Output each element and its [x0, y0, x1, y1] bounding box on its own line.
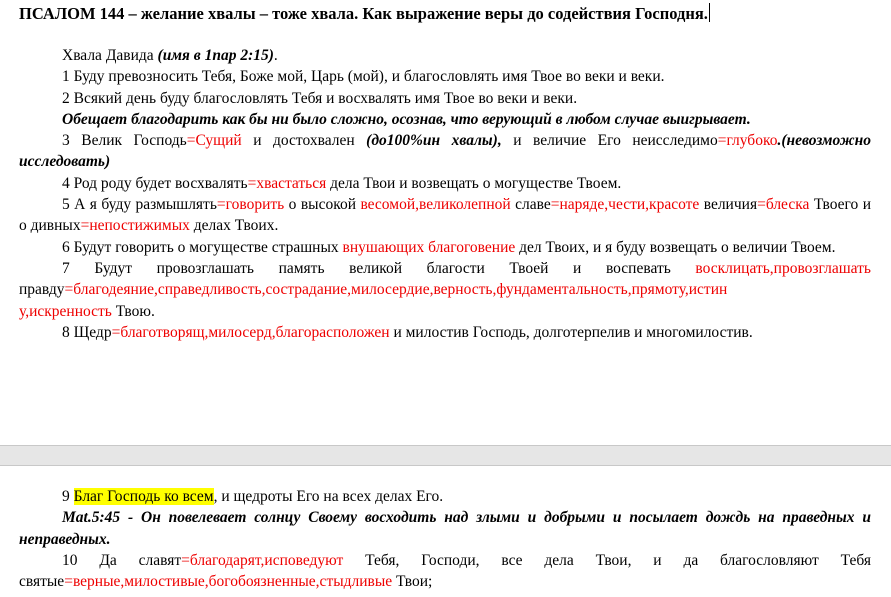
- annotation-red: весомой,великолепной: [360, 196, 511, 214]
- verse-4[interactable]: 4 Род роду будет восхвалять=хвастаться дела Твои и возвещать о могуществе Твоем.: [62, 174, 622, 192]
- annotation-red: =блеска: [757, 196, 810, 214]
- commentary-2[interactable]: Mat.5:45 - Он повелевает солнцу Своему восходить над злыми и добрыми и посылает дождь на праведных и неправедных.: [19, 509, 871, 548]
- text-cursor: [709, 3, 710, 22]
- verse-2[interactable]: 2 Всякий день буду благословлять Тебя и восхвалять имя Твое во веки и веки.: [62, 89, 578, 107]
- verse-1[interactable]: 1 Буду превозносить Тебя, Боже мой, Царь (мой), и благословлять имя Твое во веки и веки.: [62, 68, 665, 86]
- annotation-red: =говорить: [216, 196, 285, 214]
- annotation-bold: .(невозможно исследовать): [19, 132, 871, 171]
- annotation-red: внушающих благоговение: [342, 238, 516, 256]
- verse-8[interactable]: 8 Щедр=благотворящ,милосерд,благорасположен и милостив Господь, долготерпелив и многомилостив.: [62, 323, 753, 341]
- annotation-red: =Сущий: [186, 132, 242, 150]
- verse-7[interactable]: 7 Будут провозглашать память великой благости Твоей и воспевать восклицать,провозглашать правду=благодеяние,справедливость,сострадание,милосердие,верность,фундаментальность,прямоту,истин у,искренность Твою.: [19, 259, 871, 320]
- annotation-red: =благодеяние,справедливость,сострадание,милосердие,верность,фундаментальность,прямоту,истин: [64, 281, 728, 299]
- annotation-bold: (до100%ин хвалы),: [366, 132, 502, 150]
- intro-note: (имя в 1пар 2:15): [157, 47, 274, 64]
- verse-10[interactable]: 10 Да славят=благодарят,исповедуют Тебя, Господи, все дела Твои, и да благословляют Тебя святые=верные,милостивые,богобоязненные,стыдливые Твои;: [19, 551, 871, 591]
- annotation-red: =благотворящ,милосерд,благорасположен: [111, 323, 390, 341]
- annotation-red: =хвастаться: [247, 174, 327, 192]
- annotation-red: =наряде,чести,красоте: [550, 196, 700, 214]
- verse-9[interactable]: 9 Благ Господь ко всем, и щедроты Его на всех делах Его.: [62, 488, 444, 505]
- document-page-2[interactable]: [0, 465, 891, 597]
- verse-3[interactable]: 3 Велик Господь=Сущий и достохвален (до100%ин хвалы), и величие Его неисследимо=глубоко.(невозможно исследовать): [19, 132, 871, 171]
- commentary-1[interactable]: Обещает благодарить как бы ни было сложно, осознав, что верующий в любом случае выигрывает.: [62, 110, 751, 128]
- annotation-red: =верные,милостивые,богобоязненные,стыдливые: [64, 573, 393, 591]
- annotation-red: у,искренность: [19, 302, 112, 320]
- verse-6[interactable]: 6 Будут говорить о могуществе страшных внушающих благоговение дел Твоих, и я буду возвещать о величии Твоем.: [62, 238, 836, 256]
- verse-intro[interactable]: Хвала Давида (имя в 1пар 2:15).: [62, 47, 278, 64]
- verse-5[interactable]: 5 А я буду размышлять=говорить о высокой весомой,великолепной славе=наряде,чести,красоте величия=блеска Твоего и о дивных=непостижимых делах Твоих.: [19, 196, 871, 235]
- annotation-red: =непостижимых: [80, 217, 190, 235]
- title-text: ПСАЛОМ 144 – желание хвалы – тоже хвала. Как выражение веры до содействия Господня.: [19, 4, 708, 23]
- annotation-red: восклицать,провозглашать: [695, 259, 871, 277]
- annotation-red: =благодарят,исповедуют: [181, 551, 344, 569]
- psalm-title[interactable]: [19, 2, 871, 25]
- annotation-red: =глубоко: [717, 132, 778, 150]
- highlighted-text: Благ Господь ко всем: [73, 488, 214, 505]
